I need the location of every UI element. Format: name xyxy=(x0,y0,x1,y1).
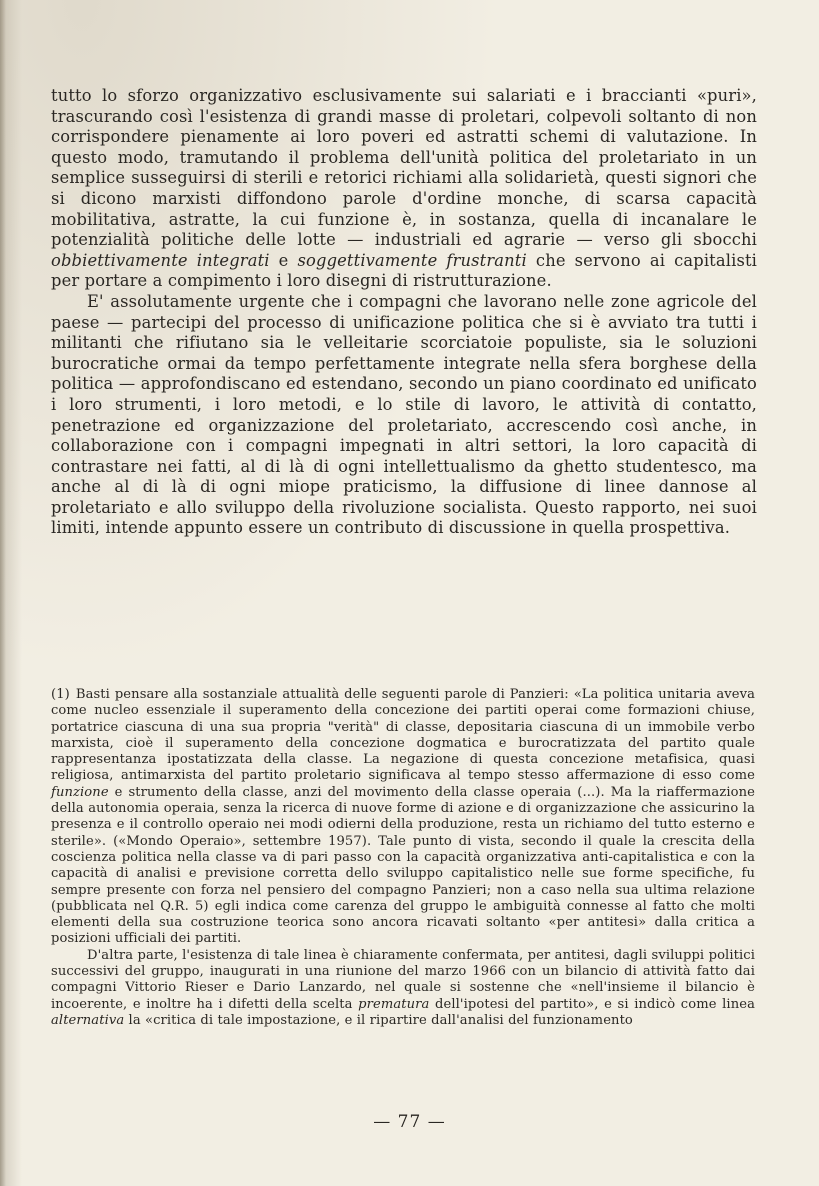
footnote-2-text-a: D'altra parte, l'esistenza di tale linea è chiaramente confermata, per antitesi, dagli sviluppi politici successivi del gruppo, inaugurati in una riunione del marzo 1966 con un bilancio di attività fatto dai compagni Vittorio Rieser e Dario Lanzardo, nel quale si sostenne che «nell'insieme il bilancio è incoerente, e inoltre ha i difetti della scelta xyxy=(51,947,755,1012)
paragraph-2: E' assolutamente urgente che i compagni che lavorano nelle zone agricole del paese — partecipi del processo di unificazione politica che si è avviato tra tutti i militanti che rifiutano sia le velleitarie scorciatoie populiste, sia le soluzioni burocratiche ormai da tempo perfettamente integrate nella sfera borghese della politica — approfondiscano ed estendano, secondo un piano coordinato ed unificato i loro strumenti, i loro metodi, e lo stile di lavoro, le attività di contatto, penetrazione ed organizzazione del proletariato, accrescendo così anche, in collaborazione con i compagni impegnati in altri settori, la loro capacità di contrastare nei fatti, al di là di ogni intellettualismo da ghetto studentesco, ma anche al di là di ogni miope praticismo, la diffusione di linee dannose al proletariato e allo sviluppo della rivoluzione socialista. Questo rapporto, nei suoi limiti, intende appunto essere un contributo di discussione in quella prospettiva. xyxy=(51,291,757,538)
footnote-1 xyxy=(51,687,755,948)
page-number: — 77 — xyxy=(373,1112,446,1132)
paragraph-1-emphasis-2: soggettivamente frustranti xyxy=(297,250,527,270)
paragraph-1-text-a: tutto lo sforzo organizzativo esclusivamente sui salariati e i braccianti «puri», trascurando così l'esistenza di grandi masse di proletari, colpevoli soltanto di non corrispondere pienamente ai loro poveri ed astratti schemi di valutazione. In questo modo, tramutando il problema dell'unità politica del proletariato in un semplice susseguirsi di sterili e retorici richiami alla solidarietà, questi signori che si dicono marxisti diffondono parole d'ordine monche, di scarsa capacità mobilitativa, astratte, la cui funzione è, in sostanza, quella di incanalare le potenzialità politiche delle lotte — industriali ed agrarie — verso gli sbocchi xyxy=(51,86,757,250)
footnotes xyxy=(51,687,755,1029)
footnote-1-continued xyxy=(51,948,755,1029)
footnote-2-emphasis-2: alternativa xyxy=(51,1012,125,1028)
page-spine-shadow xyxy=(0,0,6,1186)
footnote-2-text-c: la «critica di tale impostazione, e il ripartire dall'analisi del funzionamento xyxy=(124,1012,633,1028)
main-text xyxy=(51,86,757,539)
footnote-1-text-a: Basti pensare alla sostanziale attualità delle seguenti parole di Panzieri: «La politica unitaria aveva come nucleo essenziale il superamento della concezione dei partiti operai come formazioni chiuse, portatrice ciascuna di una sua propria "verità" di classe, depositaria ciascuna di un immobile verbo marxista, cioè il superamento della concezione dogmatica e burocratizzata del partito quale rappresentanza ipostatizzata della classe. La negazione di questa concezione metafisica, quasi religiosa, antimarxista del partito proletario significava al tempo stesso affermazione di esso come xyxy=(51,687,755,784)
footnote-2-text-b: dell'ipotesi del partito», e si indicò come linea xyxy=(429,996,755,1012)
footnote-1-text-b: e strumento della classe, anzi del movimento della classe operaia (...). Ma la riaffermazione della autonomia operaia, senza la ricerca di nuove forme di azione e di organizzazione che assicurino la presenza e il controllo operaio nei modi odierni della produzione, resta un richiamo del tutto esterno e sterile». («Mondo Operaio», settembre 1957). Tale punto di vista, secondo il quale la crescita della coscienza politica nella classe va di pari passo con la capacità organizzativa anti-capitalistica e con la capacità di analisi e previsione corretta dello sviluppo capitalistico nelle sue forme specifiche, fu sempre presente con forza nel pensiero del compagno Panzieri; non a caso nella sua ultima relazione (pubblicata nel Q.R. 5) egli indica come carenza del gruppo le ambiguità connesse al fatto che molti elementi della sua costruzione teorica sono ancora ricavati soltanto «per antitesi» dalla critica a posizioni ufficiali dei partiti. xyxy=(51,784,755,947)
paragraph-1-text-c: che servono ai capitalisti per portare a compimento i loro disegni di ristrutturazione. xyxy=(51,250,757,291)
paragraph-1-emphasis-1: obbiettivamente integrati xyxy=(51,250,270,270)
footnote-1-emphasis: funzione xyxy=(51,784,109,800)
paragraph-1 xyxy=(51,86,757,292)
footnote-2-emphasis-1: prematura xyxy=(358,996,430,1012)
paragraph-1-text-b: e xyxy=(269,250,298,270)
footnote-number: (1) xyxy=(51,687,70,702)
